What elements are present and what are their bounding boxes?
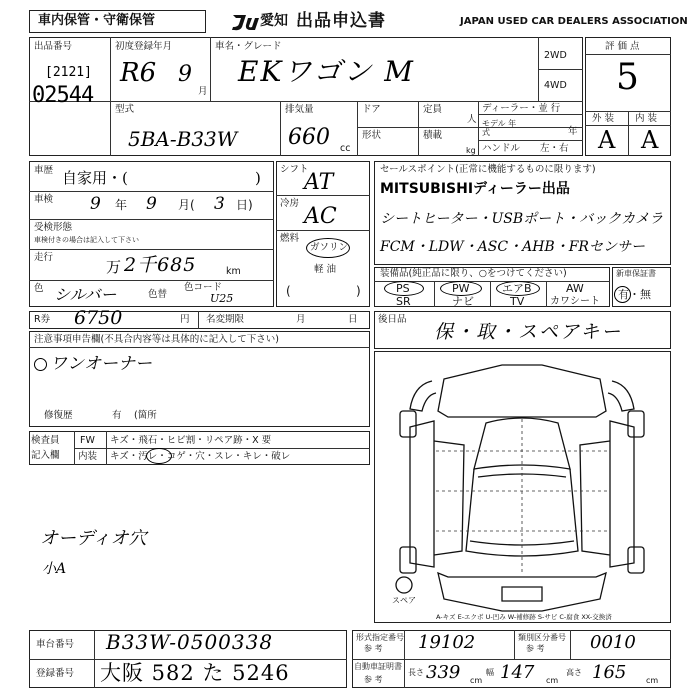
inspection-year-unit: 年	[115, 198, 128, 212]
checker-fw-items: キズ・飛石・ヒビ割・リペア跡・X 要	[110, 435, 272, 446]
engine-unit: cc	[340, 143, 351, 154]
doors-label: ドア	[362, 104, 381, 115]
exterior-label: 外 装	[592, 113, 615, 124]
repair-value: 有	[112, 410, 122, 421]
ac-value: AC	[304, 204, 337, 229]
spare-label: スペア	[392, 596, 416, 605]
model-year-unit: 年	[568, 126, 578, 137]
storage-label: 車内保管・守衛保管	[38, 13, 156, 28]
lot-sub-number: [2121]	[45, 65, 92, 80]
recycle-value: 6750	[74, 307, 123, 329]
registration-month-unit: 月	[198, 86, 208, 97]
after-items-value: 保・取・スペアキー	[434, 321, 623, 343]
name-change-month-unit: 月	[296, 314, 306, 325]
car-name: EKワゴン M	[238, 55, 415, 88]
height-label: 高さ	[566, 668, 582, 677]
equip-ps: PS	[396, 282, 410, 295]
equip-leather-seat: カワシート	[550, 296, 600, 307]
inspection-year: 9	[90, 194, 101, 214]
equip-airbag-circle	[496, 281, 540, 296]
color-label: 色	[34, 283, 44, 294]
fuel-other-open: (	[286, 284, 291, 298]
capacity-label: 定員	[423, 104, 443, 115]
grade-score: 5	[616, 57, 639, 98]
drive-option-2wd: 2WD	[544, 50, 567, 61]
dimensions-cert-label: 自動車証明書	[354, 662, 402, 671]
selling-points-label: セールスポイント(正常に機能するものに限ります)	[380, 164, 596, 175]
ju-logo	[230, 10, 288, 33]
chassis-value: B33W-0500338	[106, 630, 274, 654]
width-unit: cm	[546, 676, 559, 685]
color-replaced-label: 色替	[148, 289, 168, 300]
receipt-label: 受検形態	[34, 222, 73, 233]
equip-sr: SR	[396, 295, 411, 308]
selling-point-2: シートヒーター・USBポート・バックカメラ	[380, 211, 664, 227]
lot-number: 02544	[32, 83, 94, 108]
color-value: シルバー	[54, 285, 117, 304]
category-code-label-1: 類別区分番号	[518, 633, 566, 642]
grade-label: 評 価 点	[605, 41, 640, 52]
load-unit: kg	[466, 146, 476, 155]
length-unit: cm	[470, 676, 483, 685]
dealer-label: ディーラー・並 行	[482, 103, 561, 114]
notes-label: 注意事項申告欄(不具合内容等は具体的に記入して下さい)	[34, 334, 279, 345]
category-code-value: 0010	[590, 632, 636, 653]
association-name: JAPAN USED CAR DEALERS ASSOCIATION	[460, 16, 688, 27]
equip-aw: AW	[566, 282, 584, 295]
recycle-label: R券	[34, 314, 51, 325]
drive-option-4wd: 4WD	[544, 80, 567, 91]
checker-stain-circle	[146, 448, 172, 464]
equip-pw: PW	[452, 282, 470, 295]
brand-org: 愛知	[260, 13, 288, 29]
inspection-month: 9	[146, 194, 157, 214]
lot-label: 出品番号	[34, 41, 73, 52]
checker-int-label: 内装	[78, 451, 98, 462]
category-code-label-2: 参 考	[526, 644, 545, 653]
inspection-month-unit: 月(	[178, 198, 195, 212]
damage-legend: A-キズ E-エクボ U-凹み W-補修跡 S-サビ C-腐食 XX-交換済	[436, 613, 612, 621]
notes-entry-mark	[34, 358, 47, 371]
warranty-yes-circle	[614, 286, 631, 303]
interior-label: 内 装	[635, 113, 658, 124]
model-year-label: モデル 年式	[482, 119, 517, 137]
plate-label: 登録番号	[36, 668, 75, 679]
equip-ps-circle	[384, 281, 424, 296]
registration-era: R6	[120, 58, 157, 88]
exterior-grade: A	[598, 126, 616, 154]
recycle-unit: 円	[180, 314, 190, 325]
repair-detail: (箇所	[134, 410, 157, 421]
car-label: 車名・グレード	[215, 41, 282, 52]
inspection-day: 3	[214, 194, 225, 214]
type-designation-label-2: 参 考	[364, 644, 383, 653]
usage-value: 自家用・(	[62, 169, 128, 187]
plate-value: 大阪 582 た 5246	[100, 661, 290, 685]
checker-label-1: 検査員	[31, 435, 60, 446]
handle-label: ハンドル	[482, 143, 521, 154]
model-label: 型式	[115, 104, 135, 115]
length-label: 長さ	[408, 668, 424, 677]
name-change-label: 名変期限	[206, 314, 245, 325]
car-damage-diagram	[374, 351, 671, 623]
fuel-diesel: 軽 油	[314, 264, 337, 275]
shift-value: AT	[304, 170, 334, 195]
mileage-unit-man: 万	[106, 258, 122, 276]
inspection-label: 車検	[34, 194, 54, 205]
notes-entry: ワンオーナー	[50, 354, 152, 374]
checker-fw-label: FW	[80, 435, 95, 446]
width-value: 147	[500, 662, 535, 683]
registration-month: 9	[178, 62, 192, 87]
engine-value: 660	[288, 125, 330, 150]
dimensions-ref-label: 参 考	[364, 675, 383, 684]
model-value: 5BA-B33W	[128, 127, 238, 151]
color-code-label: 色コード	[184, 282, 223, 293]
usage-close: )	[255, 169, 261, 187]
selling-point-1: MITSUBISHIディーラー出品	[380, 181, 570, 197]
equipment-label: 装備品(純正品に限り、○をつけてください)	[380, 268, 567, 279]
equip-airbag: エアB	[502, 282, 532, 295]
receipt-note: 車検付きの場合は記入して下さい	[34, 236, 139, 244]
mileage-unit: km	[226, 266, 241, 277]
sheet-title: 出品申込書	[296, 11, 386, 31]
warranty-options: 有・無	[618, 288, 651, 301]
type-designation-label-1: 形式指定番号	[356, 633, 404, 642]
body-shape-label: 形状	[362, 130, 382, 141]
name-change-day-unit: 日	[348, 314, 358, 325]
length-value: 339	[426, 662, 461, 683]
checker-label-2: 記入欄	[31, 450, 60, 461]
fuel-other-close: )	[356, 284, 361, 298]
width-label: 幅	[486, 668, 494, 677]
after-items-label: 後日品	[378, 314, 407, 325]
color-code: U25	[210, 292, 234, 305]
chassis-label: 車台番号	[36, 639, 75, 650]
load-label: 積載	[423, 130, 443, 141]
engine-label: 排気量	[285, 104, 314, 115]
ac-label: 冷房	[280, 198, 300, 209]
equip-navi: ナビ	[452, 295, 474, 308]
repair-label: 修復歴	[44, 410, 73, 421]
height-unit: cm	[646, 676, 659, 685]
registration-label: 初度登録年月	[115, 41, 173, 52]
warranty-label: 新車保証書	[616, 269, 656, 278]
capacity-unit: 人	[467, 114, 477, 125]
height-value: 165	[592, 662, 627, 683]
equip-tv: TV	[510, 295, 525, 308]
interior-grade: A	[641, 126, 659, 154]
selling-point-3: FCM・LDW・ASC・AHB・FRセンサー	[380, 239, 645, 255]
mileage-value: 2千685	[124, 254, 197, 276]
handle-options: 左・右	[540, 143, 569, 154]
type-designation-value: 19102	[418, 632, 476, 653]
handwritten-note-2: 小A	[42, 561, 67, 577]
inspection-day-unit: 日)	[236, 198, 253, 212]
fuel-gasoline: ガソリン	[310, 242, 349, 253]
shift-label: シフト	[280, 164, 309, 175]
notes-frame	[29, 331, 370, 427]
checker-int-items: キズ・汚レ・コゲ・穴・スレ・キレ・破レ	[110, 451, 291, 462]
mileage-label: 走行	[34, 252, 54, 263]
usage-label: 車歴	[34, 165, 54, 176]
fuel-label: 燃料	[280, 233, 300, 244]
handwritten-note-1: オーディオ穴	[40, 528, 147, 549]
equip-pw-circle	[440, 281, 482, 296]
